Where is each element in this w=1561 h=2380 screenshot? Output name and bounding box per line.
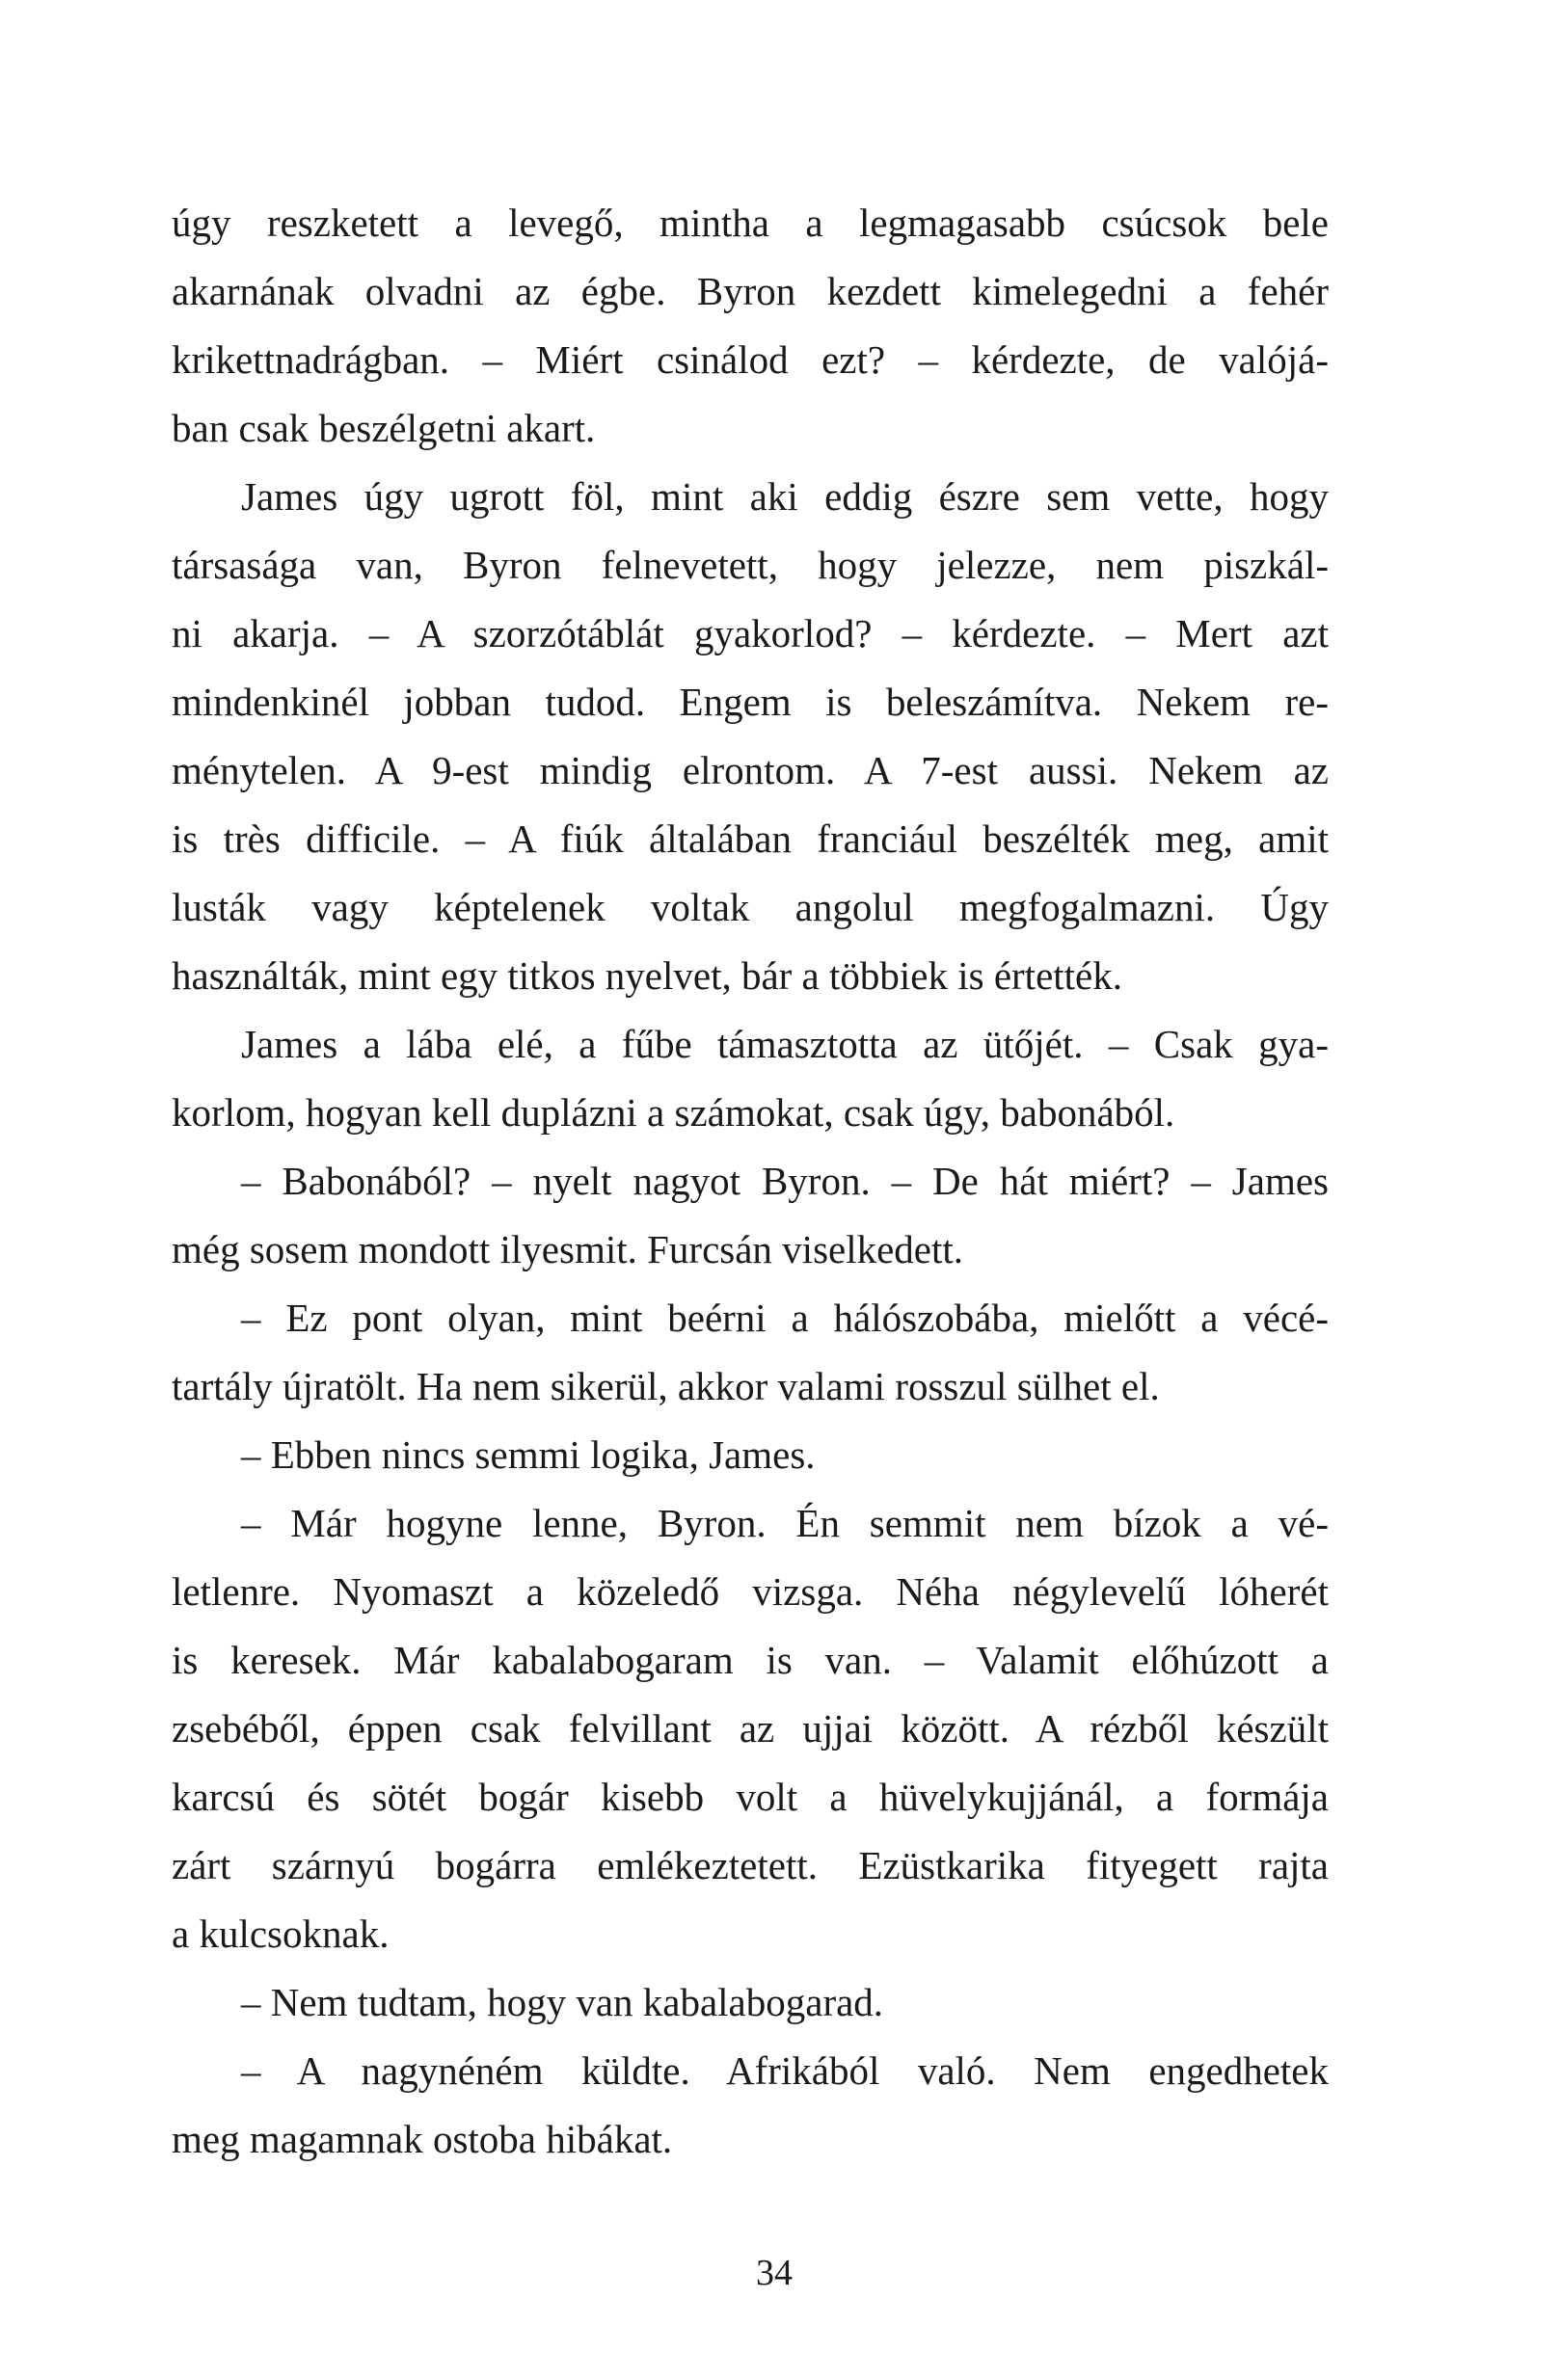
text-line: – Ez pont olyan, mint beérni a hálószobába, mielőtt a vécé-: [241, 1296, 1329, 1340]
text-line: korlom, hogyan kell duplázni a számokat, csak úgy, babonából.: [172, 1090, 1175, 1135]
paragraph: [172, 1147, 1329, 1284]
text-line: James úgy ugrott föl, mint aki eddig észre sem vette, hogy: [241, 474, 1329, 519]
text-line: – Babonából? – nyelt nagyot Byron. – De hát miért? – James: [241, 1159, 1329, 1203]
text-line: is très difficile. – A fiúk általában franciául beszélték meg, amit: [172, 816, 1329, 861]
text-line: ménytelen. A 9-est mindig elrontom. A 7-est aussi. Nekem az: [172, 748, 1329, 792]
text-line: karcsú és sötét bogár kisebb volt a hüvelykujjánál, a formája: [172, 1775, 1329, 1819]
paragraph: [172, 2037, 1329, 2174]
text-line: mindenkinél jobban tudod. Engem is beleszámítva. Nekem re-: [172, 680, 1329, 724]
paragraph: [172, 463, 1329, 1010]
body-text: [172, 189, 1329, 2174]
text-line: ban csak beszélgetni akart.: [172, 406, 596, 450]
paragraph: [172, 1421, 1329, 1489]
text-line: zsebéből, éppen csak felvillant az ujjai között. A rézből készült: [172, 1706, 1329, 1751]
text-line: letlenre. Nyomaszt a közeledő vizsga. Néha négylevelű lóherét: [172, 1569, 1329, 1614]
text-line: is keresek. Már kabalabogaram is van. – Valamit előhúzott a: [172, 1638, 1329, 1682]
page-number: 34: [756, 2253, 793, 2293]
text-line: használták, mint egy titkos nyelvet, bár a többiek is értették.: [172, 953, 1123, 998]
text-line: krikettnadrágban. – Miért csinálod ezt? – kérdezte, de valójá-: [172, 337, 1329, 382]
paragraph: [172, 1968, 1329, 2037]
text-line: ni akarja. – A szorzótáblát gyakorlod? – kérdezte. – Mert azt: [172, 611, 1329, 655]
text-line: meg magamnak ostoba hibákat.: [172, 2117, 673, 2161]
text-line: – Már hogyne lenne, Byron. Én semmit nem bízok a vé-: [241, 1501, 1329, 1545]
text-line: zárt szárnyú bogárra emlékeztetett. Ezüstkarika fityegett rajta: [172, 1843, 1329, 1887]
paragraph: [172, 1010, 1329, 1147]
text-line: – A nagynéném küldte. Afrikából való. Nem engedhetek: [241, 2048, 1329, 2093]
paragraph: [172, 1489, 1329, 1968]
text-line: úgy reszketett a levegő, mintha a legmagasabb csúcsok bele: [172, 201, 1329, 245]
paragraph: [172, 189, 1329, 463]
text-line: – Nem tudtam, hogy van kabalabogarad.: [241, 1980, 884, 2024]
text-line: a kulcsoknak.: [172, 1912, 390, 1956]
text-line: James a lába elé, a fűbe támasztotta az ütőjét. – Csak gya-: [241, 1022, 1329, 1066]
paragraph: [172, 1284, 1329, 1421]
text-line: társasága van, Byron felnevetett, hogy jelezze, nem piszkál-: [172, 543, 1329, 587]
text-line: – Ebben nincs semmi logika, James.: [241, 1432, 816, 1477]
text-line: akarnának olvadni az égbe. Byron kezdett kimelegedni a fehér: [172, 269, 1329, 313]
text-line: tartály újratölt. Ha nem sikerül, akkor valami rosszul sülhet el.: [172, 1364, 1160, 1408]
text-line: még sosem mondott ilyesmit. Furcsán viselkedett.: [172, 1227, 964, 1271]
text-line: lusták vagy képtelenek voltak angolul megfogalmazni. Úgy: [172, 885, 1329, 929]
